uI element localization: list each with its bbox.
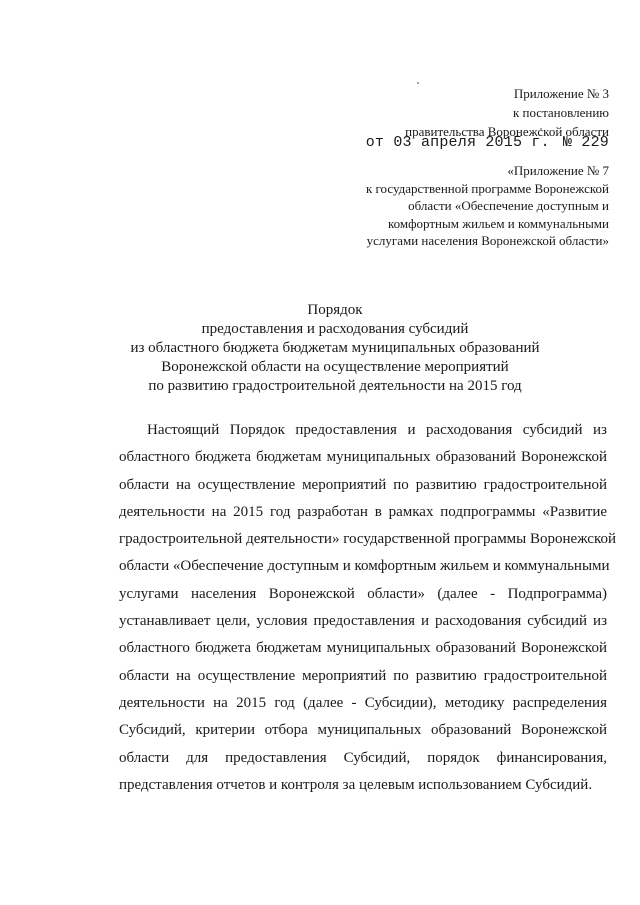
body-line: Субсидий, критерии отбора муниципальных образований Воронежской	[119, 722, 607, 739]
document-title	[0, 301, 640, 396]
body-line: представления отчетов и контроля за целевым использованием Субсидий.	[119, 776, 593, 793]
body-line: области для предоставления Субсидий, порядок финансирования,	[119, 749, 607, 766]
appendix-line: правительства Воронежской области	[405, 124, 609, 139]
appendix-date-stamp	[366, 134, 609, 151]
title-line: Воронежской области на осуществление мероприятий	[161, 359, 509, 375]
program-appendix-line: к государственной программе Воронежской	[365, 180, 609, 196]
program-appendix-line: комфортным жильем и коммунальными	[387, 215, 609, 231]
body-line: области «Обеспечение доступным и комфортным жильем и коммунальными	[119, 558, 610, 575]
title-line: из областного бюджета бюджетам муниципальных образований	[130, 340, 540, 356]
appendix-header	[405, 84, 609, 141]
body-line: деятельности на 2015 год разработан в рамках подпрограммы «Развитие	[119, 503, 607, 520]
number-sign: №	[562, 134, 573, 151]
body-line: устанавливает цели, условия предоставления и расходования субсидий из	[119, 613, 607, 630]
body-line: областного бюджета бюджетам муниципальных образований Воронежской	[119, 449, 607, 466]
body-line: области на осуществление мероприятий по развитию градостроительной	[119, 667, 607, 684]
body-line: областного бюджета бюджетам муниципальных образований Воронежской	[119, 640, 607, 657]
appendix-line: к постановлению	[512, 105, 609, 120]
program-appendix-line: области «Обеспечение доступным и	[408, 198, 609, 213]
body-line: области на осуществление мероприятий по развитию градостроительной	[119, 476, 607, 493]
body-line: градостроительной деятельности» государственной программы Воронежской	[119, 531, 616, 548]
title-line: предоставления и расходования субсидий	[201, 321, 469, 337]
body-line: Настоящий Порядок предоставления и расходования субсидий из	[147, 422, 607, 438]
program-appendix-header	[366, 162, 609, 250]
title-line: по развитию градостроительной деятельности на 2015 год	[148, 378, 522, 394]
date-value: 03 апреля 2015 г.	[393, 134, 550, 151]
document-number: 229	[581, 134, 609, 151]
program-appendix-line: «Приложение № 7	[507, 163, 609, 178]
appendix-line: Приложение № 3	[513, 86, 609, 101]
title-line: Порядок	[307, 302, 363, 318]
date-prefix: от	[365, 134, 385, 151]
body-line: деятельности на 2015 год (далее - Субсидии), методику распределения	[119, 694, 607, 711]
program-appendix-line: услугами населения Воронежской области»	[366, 233, 609, 248]
body-paragraph	[119, 417, 616, 799]
body-line: услугами населения Воронежской области» (далее - Подпрограмма)	[119, 585, 607, 602]
